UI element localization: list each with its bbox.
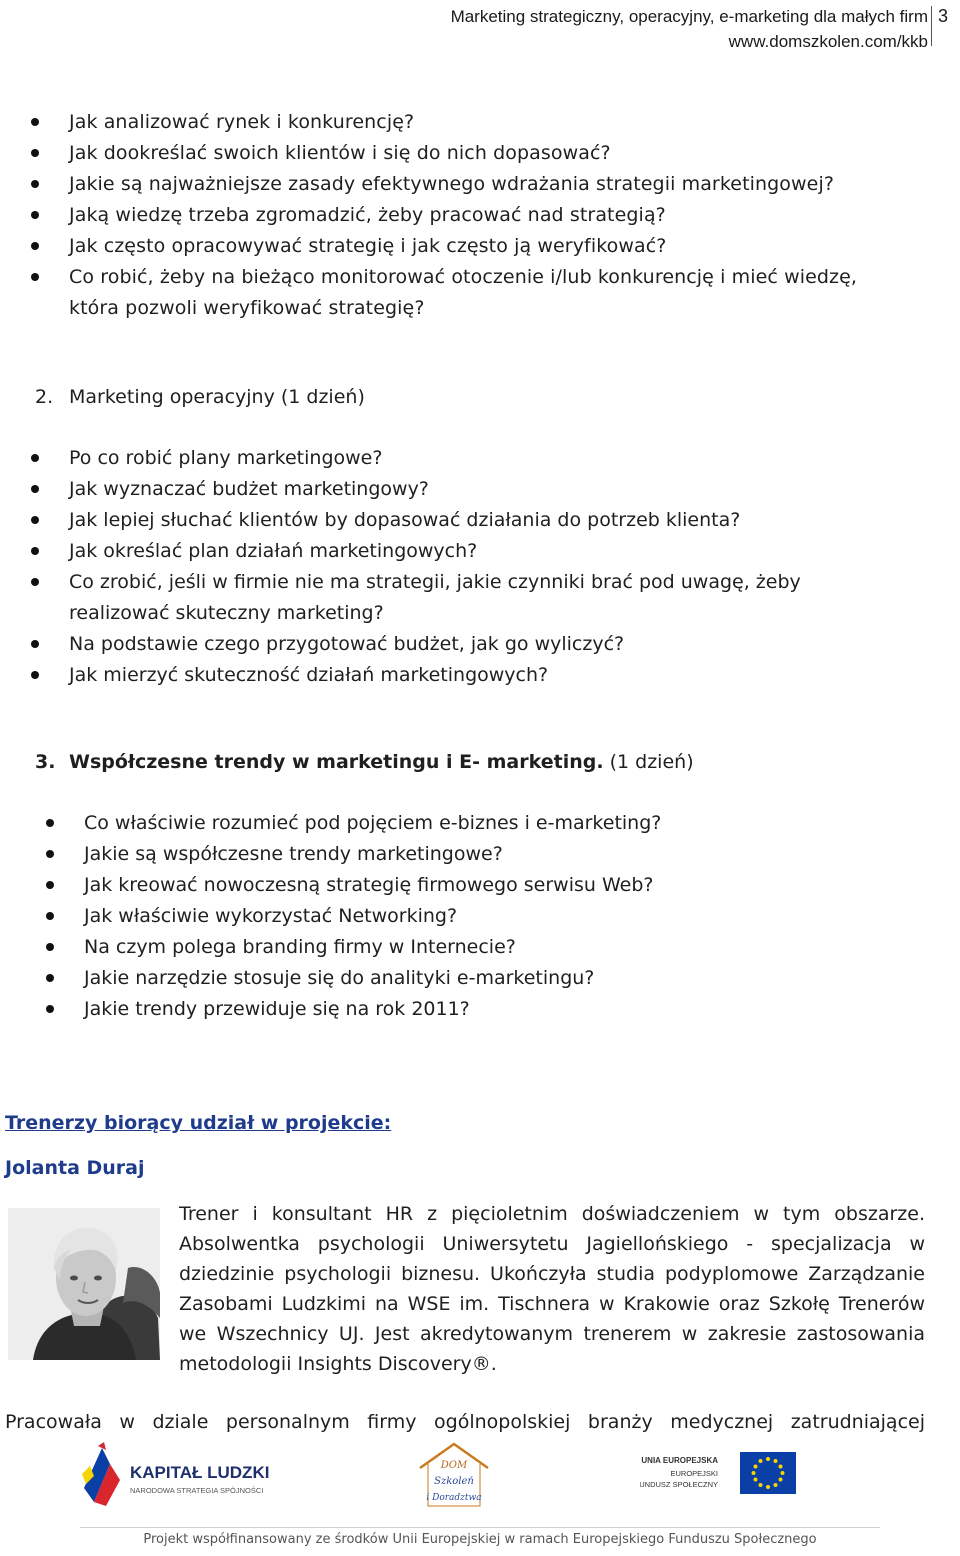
section3-heading	[35, 749, 694, 775]
bullet-icon	[31, 273, 39, 281]
bullet-icon	[31, 149, 39, 157]
eu-line3: FUNDUSZ SPOŁECZNY	[640, 1480, 718, 1489]
footer-divider	[80, 1527, 880, 1528]
list-item: Jakie są współczesne trendy marketingowe?	[84, 839, 884, 870]
list-item: Jak wyznaczać budżet marketingowy?	[69, 474, 889, 505]
list-item: Jakie są najważniejsze zasady efektywnego wdrażania strategii marketingowej?	[69, 169, 899, 200]
trainer-photo-image	[8, 1208, 160, 1360]
page-header	[451, 4, 928, 54]
list-item: Jakie trendy przewiduje się na rok 2011?	[84, 994, 884, 1025]
footer-funding-note: Projekt współfinansowany ze środków Unii Europejskiej w ramach Europejskiego Funduszu Społecznego	[143, 1532, 817, 1547]
kapital-ludzki-logo	[80, 1440, 290, 1514]
list-item: Jak kreować nowoczesną strategię firmowego serwisu Web?	[84, 870, 884, 901]
list-item: Jak lepiej słuchać klientów by dopasować działania do potrzeb klienta?	[69, 505, 889, 536]
bullet-icon	[31, 671, 39, 679]
bullet-icon	[46, 974, 54, 982]
bullet-icon	[31, 485, 39, 493]
dom-szkolen-logo	[414, 1440, 494, 1514]
dom-szkolen-house-icon	[414, 1440, 494, 1510]
dom-line3: i Doradztwa	[426, 1493, 482, 1503]
section2-heading	[35, 384, 365, 410]
list-item: Na podstawie czego przygotować budżet, jak go wyliczyć?	[69, 629, 889, 660]
bullet-icon	[46, 881, 54, 889]
header-url[interactable]: www.domszkolen.com/kkb	[728, 32, 928, 51]
eu-line1: UNIA EUROPEJSKA	[641, 1456, 718, 1465]
list-item: Jak analizować rynek i konkurencję?	[69, 107, 899, 138]
bullet-icon	[31, 516, 39, 524]
list-item: Co robić, żeby na bieżąco monitorować otoczenie i/lub konkurencję i mieć wiedzę, która pozwoli weryfikować strategię?	[69, 262, 899, 324]
list-item: Jaką wiedzę trzeba zgromadzić, żeby pracować nad strategią?	[69, 200, 899, 231]
trainer-name: Jolanta Duraj	[5, 1157, 145, 1179]
list-item: Co zrobić, jeśli w firmie nie ma strategii, jakie czynniki brać pod uwagę, żeby realizować skuteczny marketing?	[69, 567, 889, 629]
list-item: Co właściwie rozumieć pod pojęciem e-biznes i e-marketing?	[84, 808, 884, 839]
kapital-ludzki-subtitle: NARODOWA STRATEGIA SPÓJNOŚCI	[130, 1486, 264, 1495]
bullet-icon	[31, 242, 39, 250]
bullet-icon	[31, 640, 39, 648]
kapital-ludzki-emblem-icon	[80, 1440, 290, 1510]
bullet-icon	[31, 578, 39, 586]
trainer-bio-continued: Pracowała w dziale personalnym firmy ogólnopolskiej branży medycznej zatrudniającej	[5, 1411, 925, 1433]
list-item: Jak mierzyć skuteczność działań marketingowych?	[69, 660, 889, 691]
list-item: Jak dookreślać swoich klientów i się do nich dopasować?	[69, 138, 899, 169]
section3-duration: (1 dzień)	[609, 751, 694, 773]
list-item: Jak często opracowywać strategię i jak często ją weryfikować?	[69, 231, 899, 262]
section1-list	[69, 107, 899, 324]
trainers-heading: Trenerzy biorący udział w projekcie:	[5, 1112, 392, 1134]
bullet-icon	[31, 211, 39, 219]
header-divider	[931, 6, 932, 46]
bullet-icon	[46, 850, 54, 858]
bullet-icon	[46, 819, 54, 827]
eu-logo	[640, 1450, 800, 1502]
dom-line1: DOM	[440, 1460, 468, 1471]
section3-title: Współczesne trendy w marketingu i E- marketing.	[69, 751, 604, 773]
eu-line2: EUROPEJSKI	[670, 1469, 718, 1478]
bullet-icon	[46, 943, 54, 951]
section2-title: Marketing operacyjny (1 dzień)	[69, 386, 365, 408]
header-title: Marketing strategiczny, operacyjny, e-marketing dla małych firm	[450, 7, 928, 26]
bullet-icon	[31, 547, 39, 555]
bullet-icon	[31, 454, 39, 462]
section2-number: 2.	[35, 386, 54, 408]
kapital-ludzki-title: KAPITAŁ LUDZKI	[130, 1463, 270, 1482]
page-number: 3	[938, 6, 949, 26]
list-item: Na czym polega branding firmy w Internecie?	[84, 932, 884, 963]
eu-flag-icon	[640, 1450, 800, 1498]
dom-line2: Szkoleń	[434, 1476, 474, 1487]
bullet-icon	[31, 180, 39, 188]
section3-number: 3.	[35, 751, 56, 773]
list-item: Po co robić plany marketingowe?	[69, 443, 889, 474]
list-item: Jak określać plan działań marketingowych?	[69, 536, 889, 567]
bullet-icon	[31, 118, 39, 126]
trainer-photo	[8, 1208, 160, 1360]
bullet-icon	[46, 1005, 54, 1013]
list-item: Jak właściwie wykorzystać Networking?	[84, 901, 884, 932]
bullet-icon	[46, 912, 54, 920]
section2-list	[69, 443, 889, 691]
trainer-bio: Trener i konsultant HR z pięcioletnim doświadczeniem w tym obszarze. Absolwentka psychologii Uniwersytetu Jagiellońskiego - specjalizacja w dziedzinie psychologii biznesu. Ukończyła studia podyplomowe Zarządzanie Zasobami Ludzkimi na WSE im. Tischnera w Krakowie oraz Szkołę Trenerów we Wszechnicy UJ. Jest akredytowanym trenerem w zakresie zastosowania metodologii Insights Discovery®.	[179, 1203, 925, 1375]
list-item: Jakie narzędzie stosuje się do analityki e-marketingu?	[84, 963, 884, 994]
section3-list	[84, 808, 884, 1025]
